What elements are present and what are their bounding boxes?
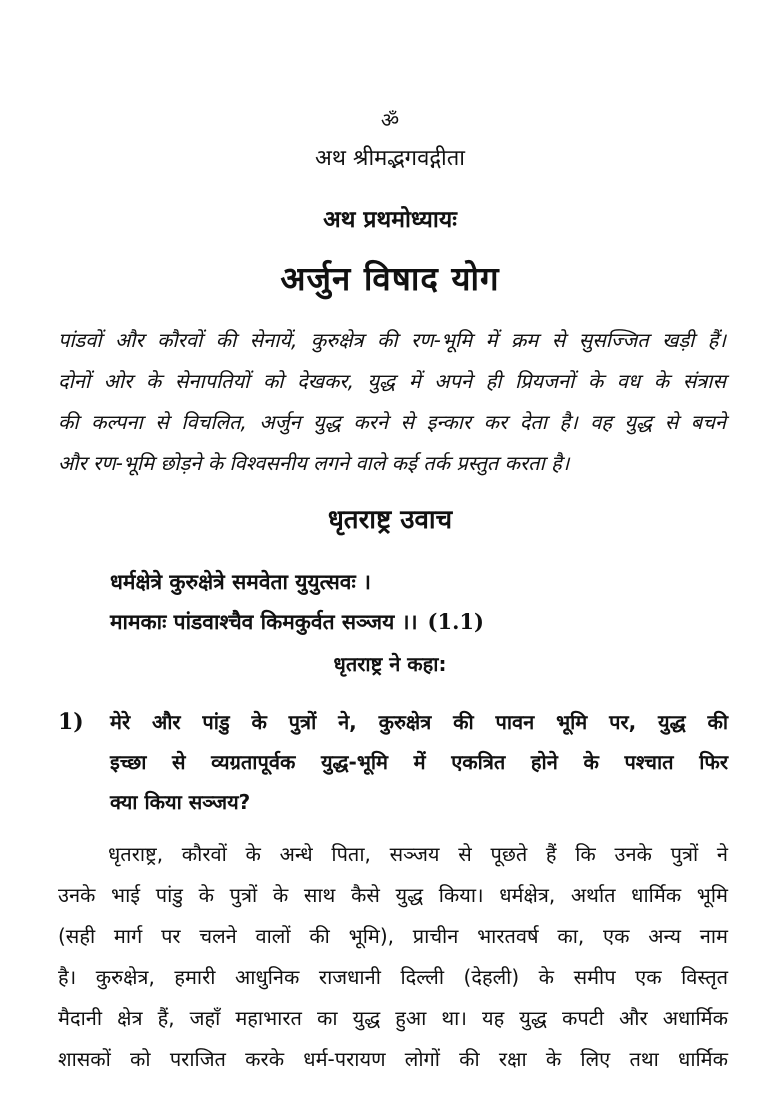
book-title: अथ श्रीमद्भगवद्गीता (315, 146, 465, 171)
verse-line-1: धर्मक्षेत्रे कुरुक्षेत्रे समवेता युयुत्सवः । (110, 570, 371, 594)
verse-line-2 (110, 602, 484, 642)
summary-line: पांडवों और कौरवों की सेनायें, कुरुक्षेत्र की रण-भूमि में क्रम से सुसज्जित खड़ी हैं। (58, 328, 726, 352)
item-number: 1) (58, 709, 84, 735)
commentary-line: शासकों को पराजित करके धर्म-परायण लोगों की रक्षा के लिए तथा धार्मिक (58, 1047, 728, 1071)
translation-text (110, 702, 728, 822)
chapter-title: अर्जुन विषाद योग (280, 259, 500, 298)
translation-line: मेरे और पांडु के पुत्रों ने, कुरुक्षेत्र की पावन भूमि पर, युद्ध की (110, 710, 728, 734)
sanskrit-verse (110, 562, 484, 642)
translation-line: क्या किया सञ्जय? (110, 790, 251, 814)
chapter-number: अथ प्रथमोध्यायः (323, 207, 457, 233)
summary-line: की कल्पना से विचलित, अर्जुन युद्ध करने से इन्कार कर देता है। वह युद्ध से बचने (58, 410, 726, 434)
translation-heading: धृतराष्ट्र ने कहा: (333, 652, 447, 676)
verse-number: (1.1) (427, 609, 484, 634)
chapter-summary (58, 320, 726, 484)
commentary-line: (सही मार्ग पर चलने वालों की भूमि), प्राचीन भारतवर्ष का, एक अन्य नाम (58, 924, 728, 948)
om-symbol: ॐ (380, 108, 400, 132)
commentary-line: है। कुरुक्षेत्र, हमारी आधुनिक राजधानी दिल्ली (देहली) के समीप एक विस्तृत (58, 965, 728, 989)
verse-line-2-text: मामकाः पांडवाश्चैव किमकुर्वत सञ्जय ।। (110, 610, 418, 634)
commentary-line: धृतराष्ट्र, कौरवों के अन्धे पिता, सञ्जय से पूछते हैं कि उनके पुत्रों ने (108, 842, 728, 866)
translation-line: इच्छा से व्यग्रतापूर्वक युद्ध-भूमि में एकत्रित होने के पश्चात फिर (110, 750, 728, 774)
commentary-line: मैदानी क्षेत्र हैं, जहाँ महाभारत का युद्ध हुआ था। यह युद्ध कपटी और अधार्मिक (58, 1006, 728, 1030)
speaker-heading: धृतराष्ट्र उवाच (327, 505, 453, 535)
summary-line: दोनों ओर के सेनापतियों को देखकर, युद्ध में अपने ही प्रियजनों के वध के संत्रास (58, 369, 726, 393)
commentary (58, 834, 728, 1080)
summary-line: और रण-भूमि छोड़ने के विश्वसनीय लगने वाले कई तर्क प्रस्तुत करता है। (58, 451, 570, 475)
commentary-line: उनके भाई पांडु के पुत्रों के साथ कैसे युद्ध किया। धर्मक्षेत्र, अर्थात धार्मिक भूमि (58, 883, 728, 907)
